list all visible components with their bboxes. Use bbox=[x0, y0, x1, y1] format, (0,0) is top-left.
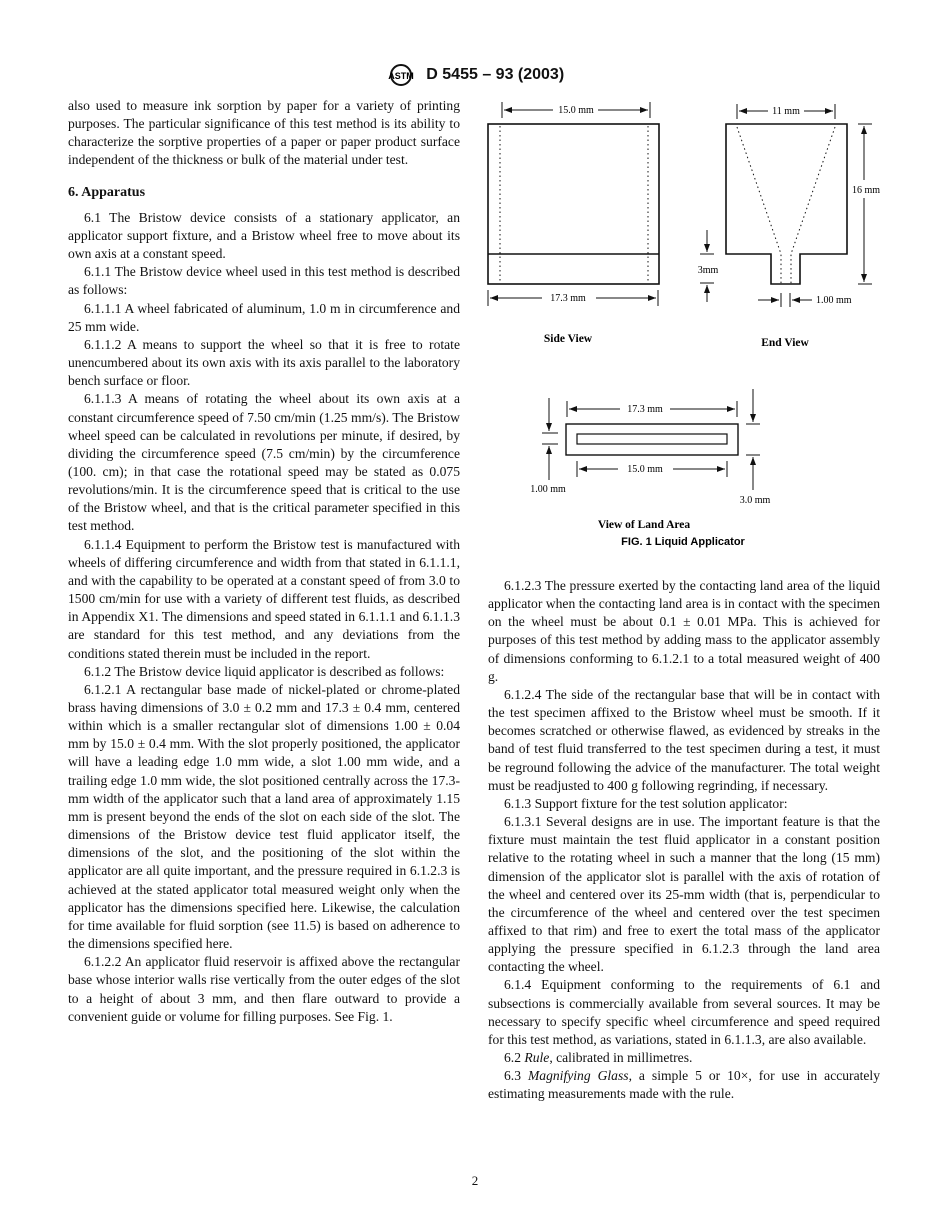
page-number: 2 bbox=[471, 1173, 479, 1188]
end-view-caption: End View bbox=[761, 337, 809, 349]
paragraph bbox=[488, 1049, 880, 1067]
paragraph: 6.1.2.1 A rectangular base made of nickel-plated or chrome-plated brass having dimensions of 3.0 ± 0.2 mm and 17.3 ± 0.4 mm, centered within which is a smaller rectangular slot of dimensions 1.00 ± 0.04 mm by 15.0 ± 0.4 mm. With the slot properly positioned, the applicator will have a leading edge 1.0 mm wide, a slot 1.00 mm wide, and a trailing edge 1.0 mm wide, the slot positioned centrally across the 17.3-mm width of the applicator such that a land area of approximately 1.15 mm is present beyond the ends of the slot on each side of the slot. The dimensions of the Bristow device test fluid applicator itself, the dimensions of the slot, and the positioning of the slot within the applicator are all quite important, and the pressure required in 6.1.2.3 is achieved at the stated applicator total measured weight only when the applicator has the dimensions specified here. Likewise, the calculation for time available for fluid sorption (see 11.5) is based on adherence to the dimensions specified here. bbox=[68, 681, 460, 952]
land-length-dim: 17.3 mm bbox=[627, 404, 663, 415]
paragraph: 6.1.1.4 Equipment to perform the Bristow test is manufactured with wheels of differing circumference and width from that stated in 6.1.1.1, and with the capability to be operated at a constant speed of from 3.0 to 1500 cm/min for use with a variety of different test fluids, as described in Appendix X1. The dimensions and speed stated in 6.1.1.1 and 6.1.1.3 are standard for this test method, and any deviations from the conditions stated therein must be included in the report. bbox=[68, 536, 460, 661]
end-view-height-dim: 16 mm bbox=[851, 185, 881, 196]
paragraph bbox=[488, 1067, 880, 1103]
section-heading: 6. Apparatus bbox=[68, 184, 146, 200]
paragraph: 6.1.1.1 A wheel fabricated of aluminum, 1.0 m in circumference and 25 mm wide. bbox=[68, 300, 460, 334]
end-view-top-dim: 11 mm bbox=[772, 106, 800, 117]
paragraph: 6.1 The Bristow device consists of a stationary applicator, an applicator support fixture, and a Bristow wheel free to move about its own axis at a constant speed. bbox=[68, 209, 460, 262]
land-slot-dim: 15.0 mm bbox=[627, 464, 663, 475]
paragraph-text: , calibrated in millimetres. bbox=[549, 1050, 693, 1066]
end-view-notch-dim: 3mm bbox=[697, 265, 719, 276]
paragraph: 6.1.1 The Bristow device wheel used in this test method is described as follows: bbox=[68, 264, 460, 298]
land-width-dim: 3.0 mm bbox=[739, 495, 771, 506]
figure-title: FIG. 1 Liquid Applicator bbox=[621, 536, 745, 548]
right-column bbox=[488, 577, 880, 1104]
paragraph: 6.1.3 Support fixture for the test solution applicator: bbox=[504, 795, 788, 811]
intro-paragraph: also used to measure ink sorption by paper for a variety of printing purposes. The particular significance of this test method is its ability to characterize the sorptive properties of a paper or paper product surface independent of the thickness or bulk of the material under test. bbox=[68, 98, 460, 168]
svg-text:ASTM: ASTM bbox=[388, 71, 414, 81]
land-area-caption: View of Land Area bbox=[597, 519, 691, 531]
paragraph: 6.1.1.2 A means to support the wheel so that it is free to rotate unencumbered about its own axis with its axis parallel to the laboratory bench surface or floor. bbox=[68, 336, 460, 389]
side-view-bottom-dim: 17.3 mm bbox=[550, 293, 586, 304]
side-view bbox=[488, 102, 659, 306]
paragraph: 6.1.2.2 An applicator fluid reservoir is affixed above the rectangular base whose interior walls rise vertically from the outer edges of the slot to a height of about 3 mm, and then flare outward to provide a convenient guide or volume for filling purposes. See Fig. 1. bbox=[68, 954, 460, 1024]
side-view-caption: Side View bbox=[543, 333, 593, 345]
side-view-top-dim: 15.0 mm bbox=[558, 105, 594, 116]
paragraph: 6.1.1.3 A means of rotating the wheel about its own axis at a constant circumference speed of 7.50 cm/min (1.25 mm/s). The Bristow wheel speed can be calculated in revolutions per minute, if desired, by dividing the circumference speed (7.5 cm/min) by the circumference (100. cm); in that case the rotational speed may be stated as 0.075 revolutions/min. It is the circumference speed that is critical to the use of the Bristow wheel, and that is the critical parameter specified in this test method. bbox=[68, 391, 460, 534]
paragraph: 6.1.2.4 The side of the rectangular base that will be in contact with the test specimen affixed to the Bristow wheel must be smooth. If it becomes scratched or otherwise flawed, as evidenced by streaks in the band of test fluid transferred to the test specimen during a test, it must be reground following the advice of the manufacturer. The total weight must be readjusted to 400 g following regrinding, if necessary. bbox=[488, 686, 880, 793]
paragraph: 6.1.4 Equipment conforming to the requirements of 6.1 and subsections is commercially available from several sources. It may be necessary to specify specific wheel circumference and speed required for this test method, as variations, stated in 6.1.1.3, are also available. bbox=[488, 977, 880, 1047]
paragraph: 6.1.2.3 The pressure exerted by the contacting land area of the liquid applicator when the contacting land area is in contact with the specimen on the wheel must be about 0.1 ± 0.01 MPa. This is achieved for purposes of this test method by adding mass to the applicator assembly of dimensions conforming to 6.1.2.1 to a total measured weight of 400 g. bbox=[488, 578, 880, 684]
figure-liquid-applicator bbox=[0, 0, 950, 560]
designation: D 5455 – 93 (2003) bbox=[426, 66, 565, 84]
paragraph-term: Rule bbox=[524, 1050, 550, 1066]
paragraph-number: 6.3 bbox=[504, 1068, 528, 1084]
paragraph-number: 6.2 bbox=[504, 1050, 525, 1066]
paragraph-text: , a simple 5 or 10×, for use in accurately estimating measurements made with the rule. bbox=[488, 1068, 881, 1102]
land-edge-dim: 1.00 mm bbox=[530, 484, 566, 495]
paragraph-term: Magnifying Glass bbox=[527, 1068, 629, 1084]
end-view-slot-dim: 1.00 mm bbox=[816, 295, 852, 306]
paragraph: 6.1.2 The Bristow device liquid applicator is described as follows: bbox=[84, 663, 445, 679]
end-view bbox=[697, 104, 872, 307]
paragraph: 6.1.3.1 Several designs are in use. The important feature is that the fixture must maintain the test fluid applicator in a constant position relative to the rotating wheel in such a manner that the long (15 mm) dimension of the applicator slot is parallel with the axis of rotation of the wheel and centered over its 25-mm width (that is, perpendicular to the circumference of the wheel and centered over the test specimen affixed to that rim) and free to exert the total mass of the applicator applying the pressure specified in 6.1.2.3 through the land area contacting the wheel. bbox=[488, 814, 880, 975]
